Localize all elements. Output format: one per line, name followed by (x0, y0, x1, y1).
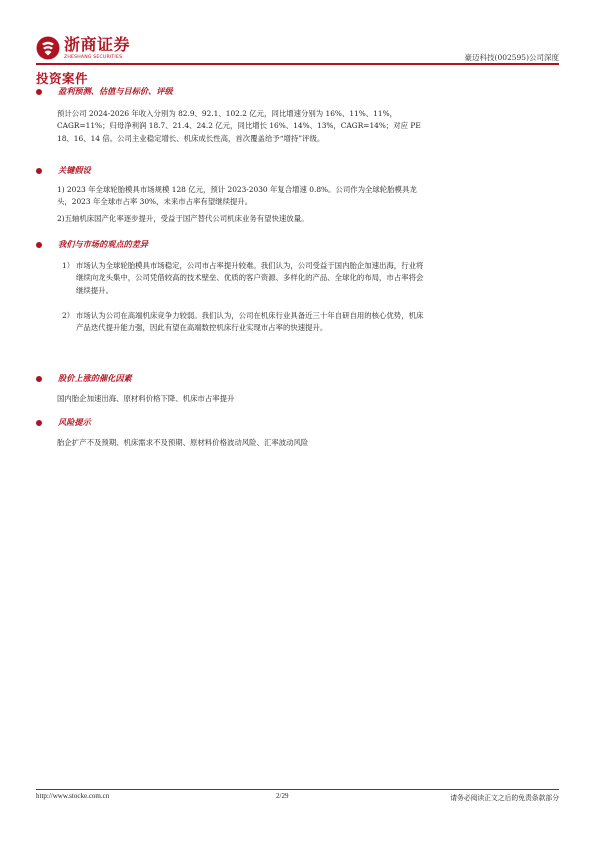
section-heading-forecast: 盈利预测、估值与目标价、评级 (36, 86, 556, 100)
section-body-risks: 胎企扩产不及预期、机床需求不及预期、原材料价格波动风险、汇率波动风险 (57, 438, 309, 447)
section-body-forecast: 预计公司 2024-2026 年收入分别为 82.9、92.1、102.2 亿元，同比增速分别为 16%、11%、11%，CAGR=11%；归母净利润 18.7、21.4、24.2 亿元，同比增长 16%、14%、13%，CAGR=14%；对应 PE 18、16、14 倍。公司主业稳定增长、机床成长性高，首次覆盖给予“增持”评级。 (57, 109, 421, 143)
brand-name-en: ZHESHANG SECURITIES (64, 55, 123, 60)
bullet-icon (36, 420, 42, 426)
disclaimer-text: 请务必阅读正文之后的免责条款部分 (450, 794, 559, 802)
page-footer (36, 792, 559, 804)
section-body-assumptions: 1) 2023 年全球轮胎模具市场规模 128 亿元，预计 2023-2030 年复合增速 0.8%。公司作为全球轮胎模具龙头，2023 年全球市占率 30%，未来市占率有望继续提升。 2)五轴机床国产化率逐步提升，受益于国产替代公司机床业务有望快速放量。 (57, 185, 417, 223)
list-item: 2） 市场认为公司在高端机床竞争力较弱。我们认为，公司在机床行业具备近三十年自研自用的核心优势，机床产品迭代提升能力强，因此有望在高端数控机床行业实现市占率的快速提升。 (62, 311, 424, 333)
page-header (36, 34, 559, 64)
document-type: 豪迈科技(002595)公司深度 (464, 53, 559, 62)
section-heading-catalysts: 股价上涨的催化因素 (36, 373, 556, 387)
footer-divider (36, 789, 559, 790)
list-item: 1） 市场认为全球轮胎模具市场稳定，公司市占率提升较难。我们认为，公司受益于国内胎企加速出海，行业将继续向龙头集中，公司凭借较高的技术壁垒、优质的客户资源、多样化的产品、全球化的布局，市占率将会继续提升。 (62, 261, 424, 295)
brand-logo-icon (36, 36, 60, 60)
page-number: 2/29 (276, 792, 289, 800)
section-body-catalysts: 国内胎企加速出海、原材料价格下降、机床市占率提升 (57, 394, 235, 403)
brand-name-cn: 浙商证券 (64, 35, 131, 54)
header-divider (36, 63, 559, 65)
section-heading-assumptions: 关键假设 (36, 165, 556, 179)
bullet-icon (36, 376, 42, 382)
bullet-icon (36, 168, 42, 174)
brand-logo (36, 36, 156, 64)
section-heading-risks: 风险提示 (36, 417, 556, 431)
section-heading-differences: 我们与市场的观点的差异 (36, 239, 556, 253)
bullet-icon (36, 89, 42, 95)
page-title: 投资案件 (36, 71, 89, 86)
bullet-icon (36, 242, 42, 248)
website-link[interactable]: http://www.stocke.com.cn (36, 792, 110, 800)
